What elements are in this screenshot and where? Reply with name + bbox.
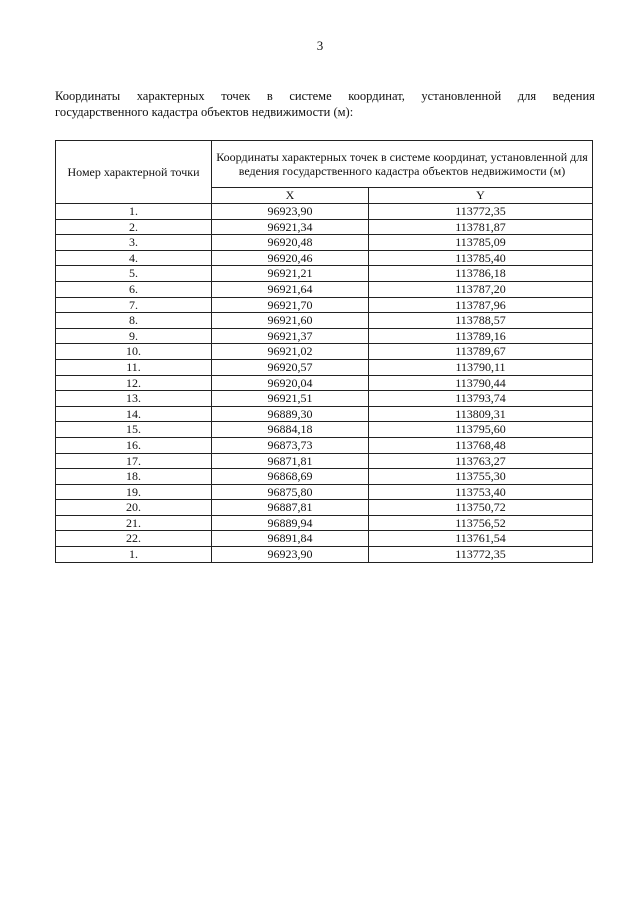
point-number-cell: 3. — [56, 235, 212, 251]
y-cell: 113790,11 — [369, 359, 593, 375]
table-row — [56, 547, 593, 563]
point-number-cell: 4. — [56, 250, 212, 266]
x-cell: 96921,60 — [212, 313, 369, 329]
x-cell: 96921,21 — [212, 266, 369, 282]
x-cell: 96923,90 — [212, 547, 369, 563]
point-number-cell: 16. — [56, 437, 212, 453]
header-x: X — [212, 187, 369, 203]
x-cell: 96920,48 — [212, 235, 369, 251]
point-number-cell: 20. — [56, 500, 212, 516]
point-number-cell: 7. — [56, 297, 212, 313]
point-number-cell: 17. — [56, 453, 212, 469]
table-row — [56, 531, 593, 547]
y-cell: 113753,40 — [369, 484, 593, 500]
y-cell: 113793,74 — [369, 391, 593, 407]
x-cell: 96884,18 — [212, 422, 369, 438]
x-cell: 96921,34 — [212, 219, 369, 235]
y-cell: 113789,67 — [369, 344, 593, 360]
y-cell: 113785,40 — [369, 250, 593, 266]
table-row — [56, 391, 593, 407]
point-number-cell: 1. — [56, 547, 212, 563]
table-row — [56, 406, 593, 422]
y-cell: 113787,20 — [369, 281, 593, 297]
point-number-cell: 10. — [56, 344, 212, 360]
point-number-cell: 5. — [56, 266, 212, 282]
x-cell: 96920,04 — [212, 375, 369, 391]
table-row — [56, 204, 593, 220]
header-point-number: Номер характерной точки — [56, 141, 212, 204]
table-row — [56, 328, 593, 344]
intro-word: в — [266, 89, 273, 103]
table-row — [56, 281, 593, 297]
y-cell: 113809,31 — [369, 406, 593, 422]
x-cell: 96921,64 — [212, 281, 369, 297]
x-cell: 96921,70 — [212, 297, 369, 313]
point-number-cell: 2. — [56, 219, 212, 235]
y-cell: 113787,96 — [369, 297, 593, 313]
y-cell: 113785,09 — [369, 235, 593, 251]
intro-line-2: государственного кадастра объектов недвижимости (м): — [55, 105, 354, 119]
x-cell: 96889,94 — [212, 515, 369, 531]
table-row — [56, 453, 593, 469]
intro-line-1 — [55, 88, 595, 104]
table-row — [56, 359, 593, 375]
table-row — [56, 250, 593, 266]
x-cell: 96921,51 — [212, 391, 369, 407]
intro-word: Координаты — [55, 89, 121, 103]
point-number-cell: 13. — [56, 391, 212, 407]
point-number-cell: 11. — [56, 359, 212, 375]
x-cell: 96921,02 — [212, 344, 369, 360]
intro-word: установленной — [421, 89, 502, 103]
intro-word: системе — [289, 89, 332, 103]
point-number-cell: 1. — [56, 204, 212, 220]
x-cell: 96921,37 — [212, 328, 369, 344]
table-row — [56, 437, 593, 453]
y-cell: 113786,18 — [369, 266, 593, 282]
coordinates-table — [55, 140, 593, 563]
header-coordinates: Координаты характерных точек в системе координат, установленной для ведения государственного кадастра объектов недвижимости (м) — [212, 141, 593, 188]
y-cell: 113789,16 — [369, 328, 593, 344]
x-cell: 96889,30 — [212, 406, 369, 422]
y-cell: 113781,87 — [369, 219, 593, 235]
point-number-cell: 8. — [56, 313, 212, 329]
header-y: Y — [369, 187, 593, 203]
y-cell: 113761,54 — [369, 531, 593, 547]
point-number-cell: 19. — [56, 484, 212, 500]
y-cell: 113756,52 — [369, 515, 593, 531]
intro-word: характерных — [136, 89, 205, 103]
point-number-cell: 6. — [56, 281, 212, 297]
x-cell: 96920,57 — [212, 359, 369, 375]
x-cell: 96875,80 — [212, 484, 369, 500]
page-number: 3 — [316, 38, 324, 53]
y-cell: 113788,57 — [369, 313, 593, 329]
y-cell: 113795,60 — [369, 422, 593, 438]
y-cell: 113763,27 — [369, 453, 593, 469]
intro-word: для — [517, 89, 537, 103]
y-cell: 113772,35 — [369, 547, 593, 563]
x-cell: 96891,84 — [212, 531, 369, 547]
table-row — [56, 344, 593, 360]
point-number-cell: 22. — [56, 531, 212, 547]
y-cell: 113755,30 — [369, 469, 593, 485]
intro-paragraph — [55, 88, 595, 120]
table-row — [56, 469, 593, 485]
table-row — [56, 219, 593, 235]
table-row — [56, 515, 593, 531]
point-number-cell: 12. — [56, 375, 212, 391]
intro-word: точек — [221, 89, 251, 103]
x-cell: 96873,73 — [212, 437, 369, 453]
x-cell: 96923,90 — [212, 204, 369, 220]
intro-word: координат, — [348, 89, 405, 103]
table-body — [56, 204, 593, 563]
point-number-cell: 9. — [56, 328, 212, 344]
table-row — [56, 422, 593, 438]
point-number-cell: 18. — [56, 469, 212, 485]
x-cell: 96868,69 — [212, 469, 369, 485]
y-cell: 113772,35 — [369, 204, 593, 220]
x-cell: 96871,81 — [212, 453, 369, 469]
table-row — [56, 235, 593, 251]
table-row — [56, 297, 593, 313]
table-row — [56, 313, 593, 329]
table-row — [56, 266, 593, 282]
y-cell: 113768,48 — [369, 437, 593, 453]
intro-word: ведения — [552, 89, 595, 103]
y-cell: 113790,44 — [369, 375, 593, 391]
y-cell: 113750,72 — [369, 500, 593, 516]
table-row — [56, 484, 593, 500]
point-number-cell: 14. — [56, 406, 212, 422]
table-row — [56, 375, 593, 391]
point-number-cell: 15. — [56, 422, 212, 438]
point-number-cell: 21. — [56, 515, 212, 531]
x-cell: 96920,46 — [212, 250, 369, 266]
table-row — [56, 500, 593, 516]
x-cell: 96887,81 — [212, 500, 369, 516]
